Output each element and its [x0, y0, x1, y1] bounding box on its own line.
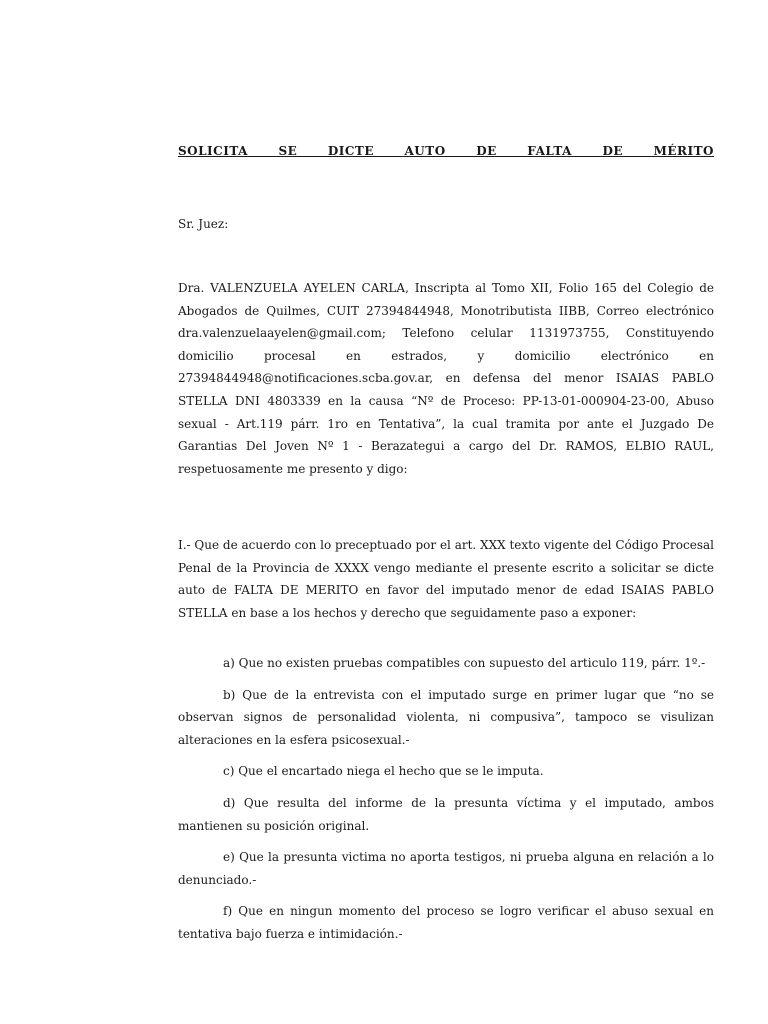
list-item: f) Que en ningun momento del proceso se logro verificar el abuso sexual en tentativa bajo fuerza e intimidación.- [178, 904, 714, 941]
salutation: Sr. Juez: [178, 217, 229, 231]
items-list [178, 652, 714, 955]
list-item: c) Que el encartado niega el hecho que se le imputa. [223, 764, 544, 779]
intro-paragraph: Dra. VALENZUELA AYELEN CARLA, Inscripta al Tomo XII, Folio 165 del Colegio de Abogados de Quilmes, CUIT 27394844948, Monotributista IIBB, Correo electrónico dra.valenzuelaayelen@gmail.com; Telefono celular 1131973755, Constituyendo domicilio procesal en estrados, y domicilio electrónico en 27394844948@notificaciones.scba.gov.ar, en defensa del menor ISAIAS PABLO STELLA DNI 4803339 en la causa “Nº de Proceso: PP-13-01-000904-23-00, Abuso sexual - Art.119 párr. 1ro en Tentativa”, la cual tramita por ante el Juzgado De Garantias Del Joven Nº 1 - Berazategui a cargo del Dr. RAMOS, ELBIO RAUL, respetuosamente me presento y digo: [178, 281, 714, 476]
section-one-paragraph: I.- Que de acuerdo con lo preceptuado por el art. XXX texto vigente del Código Procesal Penal de la Provincia de XXXX vengo mediante el presente escrito a solicitar se dicte auto de FALTA DE MERITO en favor del imputado menor de edad ISAIAS PABLO STELLA en base a los hechos y derecho que seguidamente paso a exponer: [178, 538, 714, 620]
list-item: a) Que no existen pruebas compatibles con supuesto del articulo 119, párr. 1º.- [223, 656, 706, 670]
list-item: e) Que la presunta victima no aporta testigos, ni prueba alguna en relación a lo denunciado.- [178, 850, 714, 887]
list-item: d) Que resulta del informe de la presunta víctima y el imputado, ambos mantienen su posición original. [178, 795, 714, 833]
document-title: SOLICITA SE DICTE AUTO DE FALTA DE MÉRITO [178, 144, 714, 158]
list-item: b) Que de la entrevista con el imputado surge en primer lugar que “no se observan signos de personalidad violenta, ni compusiva”, tampoco se visulizan alteraciones en la esfera psicosexual.- [178, 687, 714, 747]
